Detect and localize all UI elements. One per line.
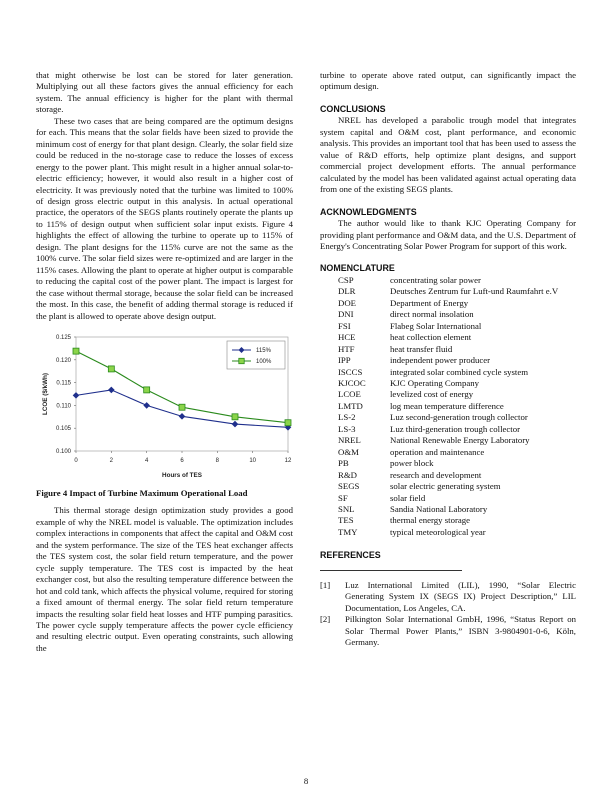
reference-number: [2] <box>320 614 331 625</box>
nomenclature-abbreviation: SF <box>338 492 348 503</box>
data-point <box>73 348 79 354</box>
nomenclature-row <box>338 378 558 389</box>
data-point <box>108 366 114 372</box>
x-tick-label: 0 <box>74 457 78 464</box>
nomenclature-abbreviation: LCOE <box>338 389 361 400</box>
y-axis-label: LCOE ($/kWh) <box>42 372 49 415</box>
nomenclature-definition: Sandia National Laboratory <box>390 504 488 514</box>
nomenclature-definition: KJC Operating Company <box>390 378 479 389</box>
nomenclature-definition: National Renewable Energy Laboratory <box>390 435 530 446</box>
nomenclature-abbreviation: DOE <box>338 297 356 308</box>
y-tick-label: 0.115 <box>56 380 71 387</box>
y-tick-label: 0.105 <box>55 426 71 433</box>
nomenclature-row <box>338 481 558 492</box>
x-tick-label: 4 <box>144 457 149 464</box>
references-heading: REFERENCES <box>320 550 381 561</box>
nomenclature-abbreviation: LMTD <box>338 400 363 411</box>
nomenclature-definition: concentrating solar power <box>390 274 481 285</box>
nomenclature-row <box>338 515 558 526</box>
nomenclature-definition: solar field <box>390 492 426 503</box>
nomenclature-abbreviation: DLR <box>338 286 356 297</box>
nomenclature-abbreviation: HTF <box>338 343 355 354</box>
nomenclature-abbreviation: CSP <box>338 274 354 285</box>
nomenclature-row <box>338 286 558 297</box>
nomenclature-definition: heat collection element <box>390 332 472 343</box>
data-point <box>108 387 115 394</box>
conclusions-text: NREL has developed a parabolic trough model that integrates system capital and O&M cost, plant performance, and economic analysis. This provides an important tool that has been used to assess the value of R&D efforts, help optimize plant designs, and support commercial project development efforts. The annual performance calculated by the model has been validated against actual operating data from one of the existing SEGS plants. <box>320 115 576 195</box>
nomenclature-abbreviation: LS-3 <box>338 423 356 434</box>
legend-marker <box>239 358 244 363</box>
nomenclature-abbreviation: SNL <box>338 504 355 514</box>
nomenclature-table <box>338 275 558 538</box>
nomenclature-definition: log mean temperature difference <box>390 400 504 411</box>
nomenclature-definition: Flabeg Solar International <box>390 320 482 331</box>
nomenclature-row <box>338 275 558 286</box>
nomenclature-definition: heat transfer fluid <box>390 343 453 354</box>
nomenclature-definition: typical meteorological year <box>390 526 486 537</box>
nomenclature-abbreviation: TMY <box>338 526 358 537</box>
nomenclature-abbreviation: NREL <box>338 435 361 446</box>
nomenclature-definition: power block <box>390 458 434 469</box>
acknowledgments-heading: ACKNOWLEDGMENTS <box>320 206 417 217</box>
nomenclature-row <box>338 493 558 504</box>
nomenclature-abbreviation: O&M <box>338 446 359 457</box>
nomenclature-row <box>338 389 558 400</box>
nomenclature-definition: thermal energy storage <box>390 515 471 526</box>
body-paragraph: that might otherwise be lost can be stored for later generation. Multiplying out all these factors gives the annual efficiency for each system. The annual efficiency is higher for the plant with thermal storage. <box>36 70 293 115</box>
data-point <box>143 402 150 409</box>
nomenclature-row <box>338 321 558 332</box>
nomenclature-definition: Luz third-generation trough collector <box>390 423 520 434</box>
nomenclature-definition: independent power producer <box>390 355 491 366</box>
right-column <box>320 70 576 649</box>
nomenclature-row <box>338 412 558 423</box>
legend-label: 100% <box>256 358 272 365</box>
x-tick-label: 2 <box>109 457 114 464</box>
nomenclature-abbreviation: TES <box>338 515 354 526</box>
nomenclature-abbreviation: LS-2 <box>338 412 356 423</box>
data-point <box>285 420 291 426</box>
nomenclature-row <box>338 332 558 343</box>
reference-text: Pilkington Solar International GmbH, 1996, “Status Report on Solar Thermal Power Plants,” ISBN 3-9804901-0-6, Köln, Germany. <box>345 614 576 648</box>
body-paragraph: turbine to operate above rated output, can significantly impact the optimum design. <box>320 70 576 92</box>
nomenclature-row <box>338 527 558 538</box>
references-list <box>320 580 576 649</box>
nomenclature-definition: Department of Energy <box>390 297 469 308</box>
nomenclature-abbreviation: ISCCS <box>338 366 363 377</box>
nomenclature-row <box>338 470 558 481</box>
reference-number: [1] <box>320 579 331 590</box>
nomenclature-definition: operation and maintenance <box>390 446 485 457</box>
nomenclature-definition: Deutsches Zentrum fur Luft-und Raumfahrt e.V <box>390 286 559 297</box>
figure-4-chart <box>36 330 293 482</box>
left-column <box>36 70 293 654</box>
figure-caption: Figure 4 Impact of Turbine Maximum Operational Load <box>36 487 248 498</box>
nomenclature-abbreviation: PB <box>338 458 349 469</box>
body-paragraph: These two cases that are being compared are the optimum designs for each. This means that the solar fields have been sized to provide the minimum cost of energy for that plant design. Clearly, the solar field size could be reduced in the no-storage case to reduce the losses of excess energy to the power plant. This might result in a higher annual solar-to-electric efficiency; however, it would also result in a higher cost of electricity. It was previously noted that the turbine was limited to 100% of design gross electric output in this analysis. In actual operational practice, the operators of the SEGS plants routinely operate the plants up to 115% of design output when sufficient solar input exists. Figure 4 highlights the effect of allowing the turbine to operate up to 115% of design. The plant designs for the 115% curve are not the same as the 100% curve. The solar field sizes were re-optimized and are larger in the 115% cases. Allowing the plant to operate at higher output is comparable to reducing the capital cost of the power plant. The impact is largest for the case without thermal storage, because the solar field can be increased the most. In this case, the benefit of adding thermal storage is reduced if the plant is allowed to operate above design output. <box>36 115 293 321</box>
nomenclature-abbreviation: KJCOC <box>338 378 366 389</box>
nomenclature-definition: integrated solar combined cycle system <box>390 366 529 377</box>
nomenclature-row <box>338 309 558 320</box>
reference-item <box>320 614 576 648</box>
chart-canvas <box>36 330 293 482</box>
nomenclature-definition: solar electric generating system <box>390 481 501 492</box>
nomenclature-heading: NOMENCLATURE <box>320 263 395 274</box>
nomenclature-definition: Luz second-generation trough collector <box>390 412 528 423</box>
reference-item <box>320 580 576 614</box>
nomenclature-row <box>338 298 558 309</box>
x-tick-label: 6 <box>180 457 184 464</box>
legend-label: 115% <box>256 347 271 354</box>
nomenclature-row <box>338 401 558 412</box>
nomenclature-row <box>338 447 558 458</box>
nomenclature-row <box>338 435 558 446</box>
nomenclature-abbreviation: DNI <box>338 309 354 320</box>
x-tick-label: 8 <box>215 457 220 464</box>
nomenclature-row <box>338 344 558 355</box>
conclusions-heading: CONCLUSIONS <box>320 103 386 114</box>
data-point <box>73 392 80 399</box>
references-divider <box>320 570 462 571</box>
x-axis-label: Hours of TES <box>162 471 202 479</box>
nomenclature-abbreviation: IPP <box>338 355 351 366</box>
x-tick-label: 12 <box>284 457 292 464</box>
body-paragraph: This thermal storage design optimization study provides a good example of why the NREL model is valuable. The optimization includes complex interactions in components that affect the capital and O&M cost and the system performance. The size of the TES heat exchanger affects the TES system cost, the solar field return temperature, and the power cycle supply temperature. The TES cost is impacted by the heat exchanger cost, but also the resulting temperature difference between the hot and cold tank, which affects the physical volume, required for storing a fixed amount of thermal energy. The solar field return temperature impacts the resulting solar field heat losses and HTF pumping parasitics. The power cycle supply temperature affects the power cycle efficiency and resulting electric output. Even operating constraints, such allowing the <box>36 505 293 653</box>
data-point <box>232 414 238 420</box>
nomenclature-row <box>338 458 558 469</box>
y-tick-label: 0.100 <box>55 448 71 455</box>
nomenclature-definition: direct normal insolation <box>390 309 474 320</box>
data-point <box>232 421 239 428</box>
page-number: 8 <box>303 776 309 786</box>
nomenclature-definition: levelized cost of energy <box>390 389 474 400</box>
nomenclature-row <box>338 355 558 366</box>
nomenclature-row <box>338 504 558 515</box>
y-tick-label: 0.125 <box>55 334 71 341</box>
y-tick-label: 0.110 <box>56 403 71 410</box>
nomenclature-abbreviation: FSI <box>338 320 351 331</box>
data-point <box>179 404 185 410</box>
nomenclature-abbreviation: SEGS <box>338 481 360 492</box>
nomenclature-definition: research and development <box>390 469 482 480</box>
nomenclature-row <box>338 367 558 378</box>
acknowledgments-text: The author would like to thank KJC Operating Company for providing plant performance and O&M data, and the U.S. Department of Energy's Concentrating Solar Power Program for support of this work. <box>320 218 576 251</box>
x-tick-label: 10 <box>249 457 257 464</box>
nomenclature-row <box>338 424 558 435</box>
nomenclature-abbreviation: R&D <box>338 469 357 480</box>
y-tick-label: 0.120 <box>55 357 71 364</box>
data-point <box>179 413 186 420</box>
nomenclature-abbreviation: HCE <box>338 332 356 343</box>
reference-text: Luz International Limited (LIL), 1990, “Solar Electric Generating System IX (SEGS IX) Project Description,” LIL Documentation, Los Angeles, CA. <box>345 579 576 613</box>
data-point <box>144 387 150 393</box>
